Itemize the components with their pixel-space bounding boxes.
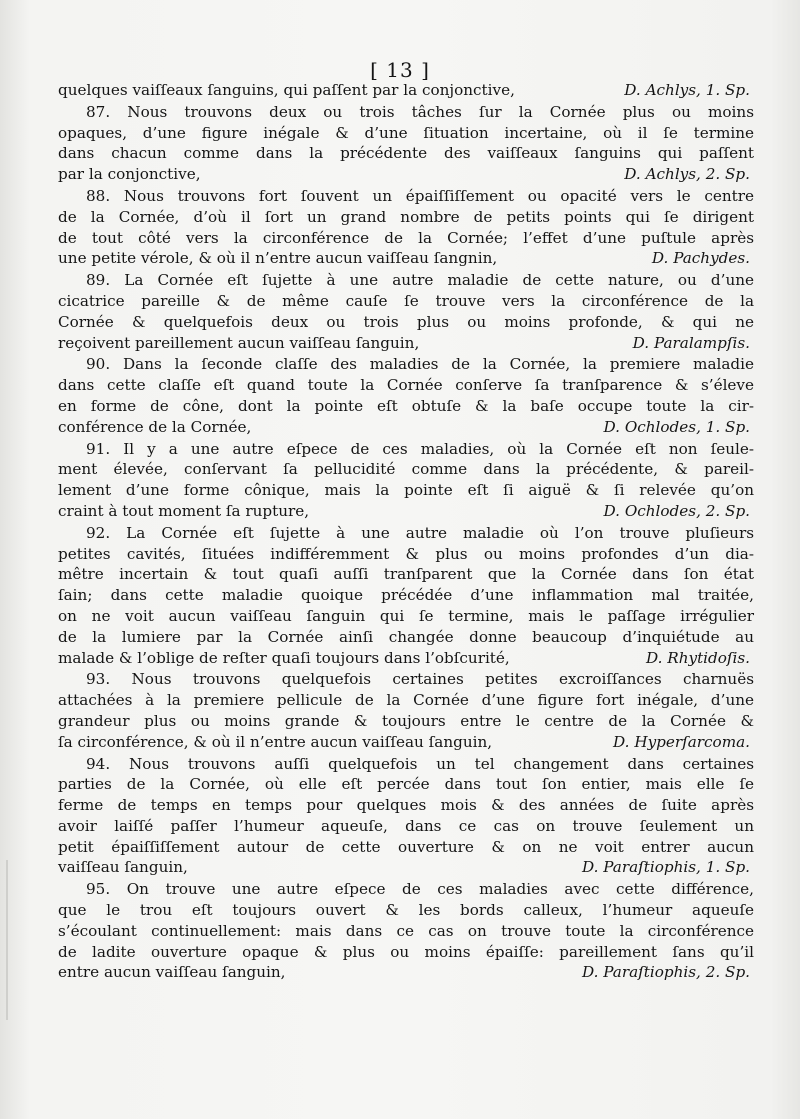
text-line bbox=[58, 690, 754, 711]
line-text: avoir laiſſé paſſer l’humeur aqueuſe, dans ce cas on trouve ſeulement un bbox=[58, 816, 754, 835]
text-line bbox=[58, 396, 754, 417]
line-text: grandeur plus ou moins grande & toujours entre le centre de la Cornée & bbox=[58, 711, 754, 730]
disease-reference: D. Achlys, 2. Sp. bbox=[624, 165, 750, 184]
line-text: on ne voit aucun vaiſſeau ſanguin qui ſe termine, mais le paſſage irrégulier bbox=[58, 606, 754, 625]
line-text: lement d’une forme cônique, mais la pointe eſt ſi aiguë & ſi relevée qu’on bbox=[58, 481, 754, 500]
line-text: 90. Dans la ſeconde claſſe des maladies de la Cornée, la premiere maladie bbox=[86, 355, 754, 374]
text-line bbox=[58, 186, 754, 207]
text-line bbox=[58, 732, 754, 753]
line-text: reçoivent pareillement aucun vaiſſeau ſanguin, bbox=[58, 333, 420, 352]
text-line bbox=[58, 795, 754, 816]
text-line bbox=[58, 164, 754, 185]
disease-reference: D. Ochlodes, 2. Sp. bbox=[603, 501, 750, 520]
line-text: s’écoulant continuellement: mais dans ce cas on trouve toute la circonférence bbox=[58, 921, 754, 940]
line-text: par la conjonctive, bbox=[58, 165, 201, 184]
text-line bbox=[58, 228, 754, 249]
paragraph bbox=[58, 754, 754, 879]
paragraph bbox=[58, 354, 754, 437]
line-text: malade & l’oblige de reſter quaſi toujours dans l’obſcurité, bbox=[58, 648, 510, 667]
text-line bbox=[58, 900, 754, 921]
text-line bbox=[58, 375, 754, 396]
text-line bbox=[58, 291, 754, 312]
paragraph bbox=[58, 439, 754, 522]
text-line bbox=[58, 627, 754, 648]
line-text: quelques vaiſſeaux ſanguins, qui paſſent par la conjonctive, bbox=[58, 81, 515, 99]
text-line bbox=[58, 207, 754, 228]
text-line bbox=[58, 857, 754, 878]
line-text: 92. La Cornée eſt ſujette à une autre maladie où l’on trouve pluſieurs bbox=[86, 523, 754, 542]
text-line bbox=[58, 921, 754, 942]
text-line bbox=[58, 439, 754, 460]
text-line bbox=[58, 564, 754, 585]
text-block bbox=[58, 80, 754, 984]
text-line bbox=[58, 459, 754, 480]
line-text: que le trou eſt toujours ouvert & les bords calleux, l’humeur aqueuſe bbox=[58, 901, 754, 920]
disease-reference: D. Rhytidoſis. bbox=[645, 648, 750, 667]
text-line bbox=[58, 480, 754, 501]
text-line bbox=[58, 102, 754, 123]
line-text: de ladite ouverture opaque & plus ou moins épaiſſe: pareillement ſans qu’il bbox=[58, 942, 754, 961]
line-text: 87. Nous trouvons deux ou trois tâches ſur la Cornée plus ou moins bbox=[86, 102, 754, 121]
text-line bbox=[58, 711, 754, 732]
line-text: ſain; dans cette maladie quoique précédée d’une inflammation mal traitée, bbox=[58, 586, 754, 605]
line-text: 94. Nous trouvons auſſi quelquefois un tel changement dans certaines bbox=[86, 754, 754, 773]
text-line bbox=[58, 312, 754, 333]
line-text: ferme de temps en temps pour quelques mois & des années de ſuite après bbox=[58, 796, 754, 815]
text-line bbox=[58, 143, 754, 164]
paragraph bbox=[58, 102, 754, 185]
text-line bbox=[58, 333, 754, 354]
line-text: mêtre incertain & tout quaſi auſſi tranſparent que la Cornée dans ſon état bbox=[58, 565, 754, 584]
disease-reference: D. Hyperſarcoma. bbox=[613, 732, 750, 751]
line-text: entre aucun vaiſſeau ſanguin, bbox=[58, 963, 286, 982]
disease-reference: D. Paraſtiophis, 2. Sp. bbox=[581, 963, 750, 982]
text-line bbox=[58, 123, 754, 144]
line-text: craint à tout moment ſa rupture, bbox=[58, 501, 310, 520]
text-line bbox=[58, 585, 754, 606]
disease-reference: D. Paraſtiophis, 1. Sp. bbox=[581, 858, 750, 877]
paragraph bbox=[58, 186, 754, 269]
line-text: conférence de la Cornée, bbox=[58, 417, 252, 436]
line-text: ſa circonférence, & où il n’entre aucun vaiſſeau ſanguin, bbox=[58, 732, 493, 751]
line-text: de la Cornée, d’où il ſort un grand nombre de petits points qui ſe dirigent bbox=[58, 207, 754, 226]
line-text: dans cette claſſe eſt quand toute la Cornée conſerve ſa tranſparence & s’éleve bbox=[58, 376, 754, 395]
text-line bbox=[58, 80, 754, 101]
paragraph bbox=[58, 80, 754, 101]
line-text: en forme de cône, dont la pointe eſt obtuſe & la baſe occupe toute la cir- bbox=[58, 396, 754, 415]
page-number: [ 13 ] bbox=[370, 58, 430, 82]
line-text: 91. Il y a une autre eſpece de ces maladies, où la Cornée eſt non ſeule- bbox=[86, 439, 754, 458]
text-line bbox=[58, 354, 754, 375]
line-text: vaiſſeau ſanguin, bbox=[58, 858, 188, 877]
text-line bbox=[58, 962, 754, 983]
text-line bbox=[58, 942, 754, 963]
line-text: petit épaiſſiſſement autour de cette ouverture & on ne voit entrer aucun bbox=[58, 837, 754, 856]
disease-reference: D. Pachydes. bbox=[651, 249, 750, 268]
paragraph bbox=[58, 523, 754, 669]
text-line bbox=[58, 754, 754, 775]
line-text: dans chacun comme dans la précédente des vaiſſeaux ſanguins qui paſſent bbox=[58, 144, 754, 163]
text-line bbox=[58, 417, 754, 438]
line-text: parties de la Cornée, où elle eſt percée dans tout ſon entier, mais elle ſe bbox=[58, 775, 754, 794]
text-line bbox=[58, 523, 754, 544]
text-line bbox=[58, 879, 754, 900]
line-text: ment élevée, conſervant ſa pellucidité comme dans la précédente, & pareil- bbox=[58, 460, 754, 479]
line-text: 89. La Cornée eſt ſujette à une autre maladie de cette nature, ou d’une bbox=[86, 271, 754, 290]
line-text: 95. On trouve une autre eſpece de ces maladies avec cette différence, bbox=[86, 880, 754, 899]
line-text: de tout côté vers la circonférence de la Cornée; l’effet d’une puſtule après bbox=[58, 228, 754, 247]
paragraph bbox=[58, 669, 754, 752]
line-text: de la lumiere par la Cornée ainſi changée donne beaucoup d’inquiétude au bbox=[58, 627, 754, 646]
text-line bbox=[58, 816, 754, 837]
text-line bbox=[58, 501, 754, 522]
line-text: 93. Nous trouvons quelquefois certaines petites excroiſſances charnuës bbox=[86, 670, 754, 689]
text-line bbox=[58, 837, 754, 858]
disease-reference: D. Achlys, 1. Sp. bbox=[624, 81, 750, 99]
line-text: petites cavités, ſituées indifféremment & plus ou moins profondes d’un dia- bbox=[58, 544, 754, 563]
text-line bbox=[58, 648, 754, 669]
text-line bbox=[58, 669, 754, 690]
text-line bbox=[58, 606, 754, 627]
line-text: Cornée & quelquefois deux ou trois plus ou moins profonde, & qui ne bbox=[58, 312, 754, 331]
text-line bbox=[58, 544, 754, 565]
line-text: une petite vérole, & où il n’entre aucun vaiſſeau ſangnin, bbox=[58, 249, 498, 268]
text-line bbox=[58, 270, 754, 291]
paragraph bbox=[58, 879, 754, 983]
disease-reference: D. Paralampſis. bbox=[632, 333, 750, 352]
disease-reference: D. Ochlodes, 1. Sp. bbox=[603, 417, 750, 436]
page-edge-shadow bbox=[6, 860, 8, 1020]
line-text: attachées à la premiere pellicule de la Cornée d’une figure fort inégale, d’une bbox=[58, 691, 754, 710]
line-text: cicatrice pareille & de même cauſe ſe trouve vers la circonférence de la bbox=[58, 291, 754, 310]
line-text: opaques, d’une figure inégale & d’une ſituation incertaine, où il ſe termine bbox=[58, 123, 754, 142]
paragraph bbox=[58, 270, 754, 353]
line-text: 88. Nous trouvons fort ſouvent un épaiſſiſſement ou opacité vers le centre bbox=[86, 186, 754, 205]
text-line bbox=[58, 774, 754, 795]
text-line bbox=[58, 248, 754, 269]
